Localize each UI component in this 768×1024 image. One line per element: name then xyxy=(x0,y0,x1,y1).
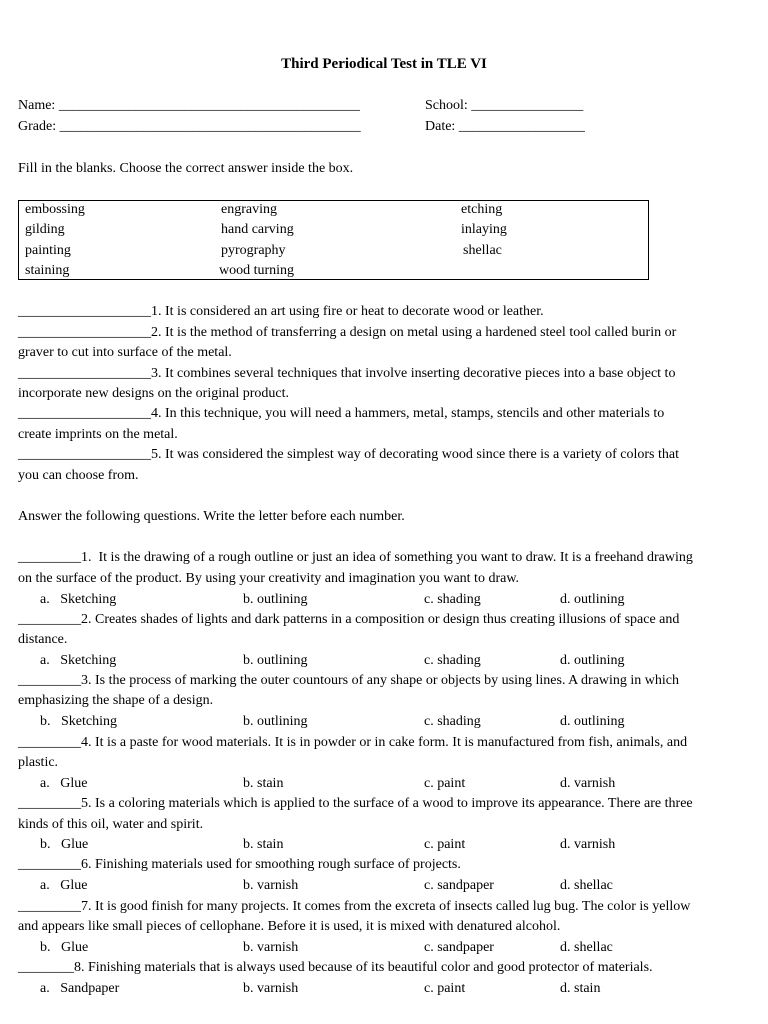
choice-c: c. sandpaper xyxy=(424,940,494,955)
word-gilding: gilding xyxy=(25,222,65,237)
part1-line: ___________________3. It combines several techniques that involve inserting decorative pieces into a base object to xyxy=(18,366,676,381)
choice-c: c. shading xyxy=(424,592,481,607)
choice-b: b. stain xyxy=(243,776,284,791)
choice-a: a. Sketching xyxy=(40,592,117,607)
word-wood-turning: wood turning xyxy=(219,263,295,278)
school-field: School: ________________ xyxy=(425,98,584,113)
question-line: _________2. Creates shades of lights and dark patterns in a composition or design thus creating illusions of space and xyxy=(18,612,680,627)
word-etching: etching xyxy=(461,202,503,217)
question-line: kinds of this oil, water and spirit. xyxy=(18,817,204,832)
choice-a: a. Glue xyxy=(40,878,88,893)
question-line: _________3. Is the process of marking the outer countours of any shape or objects by using lines. A drawing in which xyxy=(18,673,679,688)
part1-line: create imprints on the metal. xyxy=(18,427,178,442)
part1-line: ___________________1. It is considered an art using fire or heat to decorate wood or leather. xyxy=(18,304,544,319)
choice-b: b. varnish xyxy=(243,981,299,996)
word-inlaying: inlaying xyxy=(461,222,507,237)
question-line: distance. xyxy=(18,632,68,647)
page-title: Third Periodical Test in TLE VI xyxy=(281,56,487,72)
choice-c: c. paint xyxy=(424,776,466,791)
word-painting: painting xyxy=(25,243,71,258)
part1-line: you can choose from. xyxy=(18,468,139,483)
choice-a: b. Glue xyxy=(40,837,89,852)
question-line: _________6. Finishing materials used for smoothing rough surface of projects. xyxy=(18,857,461,872)
part2-instruction: Answer the following questions. Write the letter before each number. xyxy=(18,509,405,524)
part1-line: ___________________2. It is the method of transferring a design on metal using a hardened steel tool called burin or xyxy=(18,325,677,340)
question-line: _________1. It is the drawing of a rough outline or just an idea of something you want to draw. It is a freehand drawing xyxy=(18,550,693,565)
grade-field: Grade: ___________________________________________ xyxy=(18,119,361,134)
question-line: on the surface of the product. By using your creativity and imagination you want to draw. xyxy=(18,571,520,586)
question-line: emphasizing the shape of a design. xyxy=(18,693,214,708)
part1-line: ___________________5. It was considered the simplest way of decorating wood since there is a variety of colors that xyxy=(18,447,679,462)
choice-c: c. paint xyxy=(424,981,466,996)
part1-instruction: Fill in the blanks. Choose the correct answer inside the box. xyxy=(18,161,354,176)
choice-a: b. Glue xyxy=(40,940,89,955)
choice-c: c. shading xyxy=(424,714,481,729)
part1-line: ___________________4. In this technique, you will need a hammers, metal, stamps, stencils and other materials to xyxy=(18,406,665,421)
choice-d: d. outlining xyxy=(560,592,625,607)
choice-b: b. outlining xyxy=(243,653,308,668)
choice-d: d. varnish xyxy=(560,837,616,852)
choice-b: b. varnish xyxy=(243,940,299,955)
choice-a: b. Sketching xyxy=(40,714,117,729)
question-line: plastic. xyxy=(18,755,59,770)
choice-d: d. outlining xyxy=(560,653,625,668)
word-shellac: shellac xyxy=(463,243,502,258)
word-staining: staining xyxy=(25,263,70,278)
word-pyrography: pyrography xyxy=(221,243,286,258)
choice-c: c. shading xyxy=(424,653,481,668)
question-line: and appears like small pieces of cellophane. Before it is used, it is mixed with denatured alcohol. xyxy=(18,919,561,934)
date-field: Date: __________________ xyxy=(425,119,585,134)
part1-line: incorporate new designs on the original product. xyxy=(18,386,289,401)
choice-c: c. sandpaper xyxy=(424,878,494,893)
word-hand-carving: hand carving xyxy=(221,222,294,237)
choice-b: b. outlining xyxy=(243,592,308,607)
choice-a: a. Sketching xyxy=(40,653,117,668)
choice-d: d. outlining xyxy=(560,714,625,729)
choice-b: b. outlining xyxy=(243,714,308,729)
choice-a: a. Sandpaper xyxy=(40,981,120,996)
part1-line: graver to cut into surface of the metal. xyxy=(18,345,232,360)
word-box xyxy=(18,200,649,280)
choice-d: d. shellac xyxy=(560,940,613,955)
name-field: Name: ___________________________________________ xyxy=(18,98,360,113)
choice-c: c. paint xyxy=(424,837,466,852)
word-engraving: engraving xyxy=(221,202,277,217)
question-line: ________8. Finishing materials that is always used because of its beautiful color and good protector of materials. xyxy=(18,960,653,975)
choice-d: d. shellac xyxy=(560,878,613,893)
choice-b: b. stain xyxy=(243,837,284,852)
choice-b: b. varnish xyxy=(243,878,299,893)
choice-a: a. Glue xyxy=(40,776,88,791)
word-embossing: embossing xyxy=(25,202,85,217)
question-line: _________7. It is good finish for many projects. It comes from the excreta of insects called lug bug. The color is yellow xyxy=(18,899,691,914)
question-line: _________4. It is a paste for wood materials. It is in powder or in cake form. It is manufactured from fish, animals, and xyxy=(18,735,688,750)
question-line: _________5. Is a coloring materials which is applied to the surface of a wood to improve its appearance. There are three xyxy=(18,796,693,811)
choice-d: d. varnish xyxy=(560,776,616,791)
choice-d: d. stain xyxy=(560,981,601,996)
